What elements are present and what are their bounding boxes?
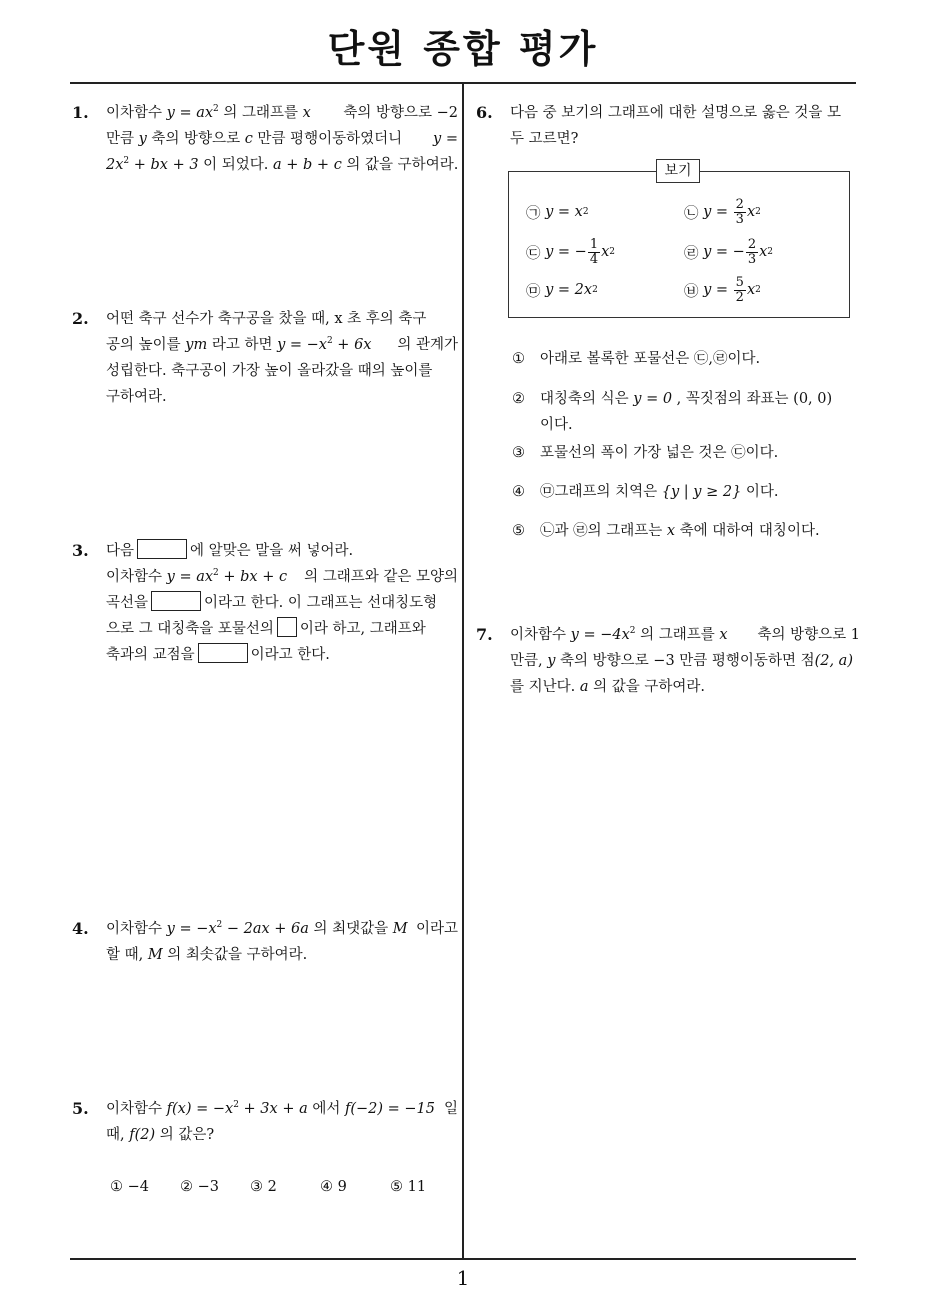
question-line: 할 때, M 의 최솟값을 구하여라. xyxy=(106,947,308,963)
question-line: 공의 높이를 ym 라고 하면 $y = -x^2 + 6x$ 의 관계가 xyxy=(106,336,458,353)
page-title: 단원 종합 평가 xyxy=(327,27,599,71)
bogi-item-a: ㉠ y = x 2 xyxy=(526,204,589,222)
choice-1[interactable]: ① −4 xyxy=(110,1179,149,1195)
question-line: 이차함수 $y = ax^2$ 의 그래프를 x 축의 방향으로 −2 xyxy=(106,104,458,121)
bogi-item-e: ㉤ y = 2x 2 xyxy=(526,282,598,300)
option-4[interactable]: ④ ㉤그래프의 치역은 {y | y ≥ 2} 이다. xyxy=(512,484,779,500)
page-number: 1 xyxy=(456,1266,470,1290)
answer-blank xyxy=(137,539,187,559)
question-line: 를 지난다. a 의 값을 구하여라. xyxy=(510,679,706,695)
question-line: 구하여라. xyxy=(106,389,167,405)
question-line: 이차함수 $y = -x^2 - 2ax + 6a$ 의 최댓값을 M 이라고 xyxy=(106,920,458,937)
bottom-divider xyxy=(70,1258,856,1260)
question-number: 7. xyxy=(476,625,493,644)
bogi-item-c: ㉢ y = − $\frac{1}{4}$ x 2 xyxy=(526,236,616,267)
bogi-item-b: ㉡ y = $\frac{2}{3}$ x 2 xyxy=(684,196,761,227)
option-3[interactable]: ③ 포물선의 폭이 가장 넓은 것은 ㉢이다. xyxy=(512,445,779,461)
choice-4[interactable]: ④ 9 xyxy=(320,1179,347,1195)
question-line: 성립한다. 축구공이 가장 높이 올라갔을 때의 높이를 xyxy=(106,363,433,379)
bogi-item-d: ㉣ y = − $\frac{2}{3}$ x 2 xyxy=(684,236,774,267)
question-line: $2x^2$ + bx + 3 이 되었다. a + b + c 의 값을 구하여라. xyxy=(106,156,459,173)
question-line: 이차함수 $f(x) = -x^2 + 3x + a$ 에서 f(−2) = −15 일 xyxy=(106,1100,458,1117)
question-number: 1. xyxy=(72,103,89,122)
bogi-title: 보기 xyxy=(656,159,700,183)
question-line: 만큼, y 축의 방향으로 −3 만큼 평행이동하면 점(2, a) xyxy=(510,653,853,669)
choice-5[interactable]: ⑤ 11 xyxy=(390,1179,427,1195)
question-line: 이차함수 $y = -4x^2$ 의 그래프를 x 축의 방향으로 1 xyxy=(510,626,860,643)
choice-2[interactable]: ② −3 xyxy=(180,1179,219,1195)
question-line: 어떤 축구 선수가 축구공을 찼을 때, x 초 후의 축구 xyxy=(106,311,427,327)
question-number: 5. xyxy=(72,1099,89,1118)
answer-blank xyxy=(198,643,248,663)
option-2[interactable]: ② 대칭축의 식은 y = 0 , 꼭짓점의 좌표는 (0, 0) 이다. xyxy=(512,391,833,433)
question-line: 다음 에 알맞은 말을 써 넣어라. xyxy=(106,538,458,564)
question-line: 때, f(2) 의 값은? xyxy=(106,1127,215,1143)
question-number: 3. xyxy=(72,541,89,560)
question-line: 으로 그 대칭축을 포물선의 이라 하고, 그래프와 xyxy=(106,616,458,642)
question-line: 만큼 y 축의 방향으로 c 만큼 평행이동하였더니 y = xyxy=(106,131,458,147)
column-divider xyxy=(462,83,464,1259)
question-line: 곡선을 이라고 한다. 이 그래프는 선대칭도형 xyxy=(106,590,458,616)
answer-blank xyxy=(151,591,201,611)
question-line: 축과의 교점을 이라고 한다. xyxy=(106,642,458,668)
question-line: 다음 중 보기의 그래프에 대한 설명으로 옳은 것을 모 xyxy=(510,105,842,121)
question-line: 이차함수 $y = ax^2$ + bx + c 의 그래프와 같은 모양의 xyxy=(106,568,458,585)
bogi-item-f: ㉥ y = $\frac{5}{2}$ x 2 xyxy=(684,274,761,305)
option-5[interactable]: ⑤ ㉡과 ㉣의 그래프는 x 축에 대하여 대칭이다. xyxy=(512,523,820,539)
question-number: 4. xyxy=(72,919,89,938)
question-line: 두 고르면? xyxy=(510,131,579,147)
option-1[interactable]: ① 아래로 볼록한 포물선은 ㉢,㉣이다. xyxy=(512,351,761,367)
answer-blank xyxy=(277,617,297,637)
choice-3[interactable]: ③ 2 xyxy=(250,1179,277,1195)
question-number: 6. xyxy=(476,103,493,122)
question-number: 2. xyxy=(72,309,89,328)
